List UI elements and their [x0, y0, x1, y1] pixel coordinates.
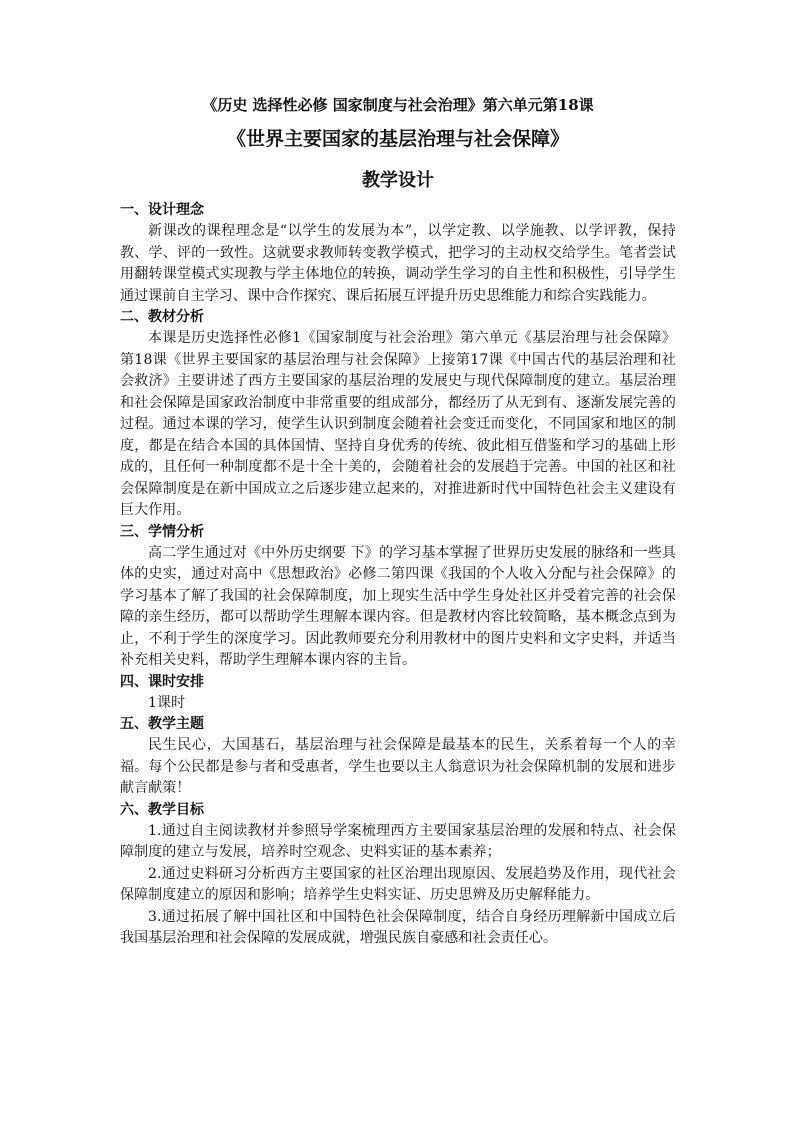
document-type-title: 教学设计: [362, 170, 434, 191]
document-page: [120, 94, 676, 950]
course-line: 《历史 选择性必修 国家制度与社会治理》第六单元第18课: [202, 96, 594, 114]
section-design-concept: [120, 200, 676, 307]
paragraph: 高二学生通过对《中外历史纲要 下》的学习基本掌握了世界历史发展的脉络和一些具体的史实，通过对高中《思想政治》必修二第四课《我国的个人收入分配与社会保障》的学习基本了解了我国的社会保障制度，加上现实生活中学生身处社区并受着完善的社会保障的亲生经历，都可以帮助学生理解本课内容。但是教材内容比较简略，基本概念点到为止，不利于学生的深度学习。因此教师要充分利用教材中的图片史料和文字史料，并适当补充相关史料，帮助学生理解本课内容的主旨。: [120, 544, 676, 668]
lesson-title: 《世界主要国家的基层治理与社会保障》: [226, 128, 569, 150]
objective-item: 3.通过拓展了解中国社区和中国特色社会保障制度，结合自身经历理解新中国成立后我国基层治理和社会保障的发展成就，增强民族自豪感和社会责任心。: [120, 908, 676, 946]
section-heading: 六、教学目标: [120, 801, 204, 818]
section-student-analysis: [120, 522, 676, 672]
section-teaching-objectives: [120, 800, 676, 950]
paragraph: 民生民心，大国基石，基层治理与社会保障是最基本的民生，关系着每一个人的幸福。每个公民都是参与者和受惠者，学生也要以主人翁意识为社会保障机制的发展和进步献言献策！: [120, 737, 676, 796]
section-heading: 五、教学主题: [120, 716, 204, 732]
section-heading: 二、教材分析: [120, 309, 204, 325]
section-class-hours: [120, 672, 676, 715]
section-heading: 四、课时安排: [120, 673, 204, 690]
paragraph: 新课改的课程理念是“以学生的发展为本”，以学定教、以学施教、以学评教，保持教、学、评的一致性。这就要求教师转变教学模式，把学习的主动权交给学生。笔者尝试用翻转课堂模式实现教与学主体地位的转换，调动学生学习的自主性和积极性，引导学生通过课前自主学习、课中合作探究、课后拓展互评提升历史思维能力和综合实践能力。: [120, 223, 676, 304]
objective-item: 2.通过史料研习分析西方主要国家的社区治理出现原因、发展趋势及作用，现代社会保障制度建立的原因和影响；培养学生史料实证、历史思辨及历史解释能力。: [120, 865, 676, 903]
paragraph: 本课是历史选择性必修1《国家制度与社会治理》第六单元《基层治理与社会保障》第18课《世界主要国家的基层治理与社会保障》上接第17课《中国古代的基层治理和社会救济》主要讲述了西方主要国家的基层治理的发展史与现代保障制度的建立。基层治理和社会保障是国家政治制度中非常重要的组成部分，都经历了从无到有、逐渐发展完善的过程。通过本课的学习，使学生认识到制度会随着社会变迁而变化，不同国家和地区的制度，都是在结合本国的具体国情、坚持自身优秀的传统、彼此相互借鉴和学习的基础上形成的，且任何一种制度都不是十全十美的，会随着社会的发展趋于完善。中国的社区和社会保障制度是在新中国成立之后逐步建立起来的，对推进新时代中国特色社会主义建设有巨大作用。: [120, 330, 676, 518]
section-teaching-theme: [120, 714, 676, 800]
objective-item: 1.通过自主阅读教材并参照导学案梳理西方主要国家基层治理的发展和特点、社会保障制度的建立与发展，培养时空观念、史料实证的基本素养；: [120, 822, 676, 860]
paragraph: 1课时: [148, 694, 186, 711]
section-textbook-analysis: [120, 307, 676, 522]
section-heading: 三、学情分析: [120, 523, 204, 540]
section-heading: 一、设计理念: [120, 202, 204, 218]
